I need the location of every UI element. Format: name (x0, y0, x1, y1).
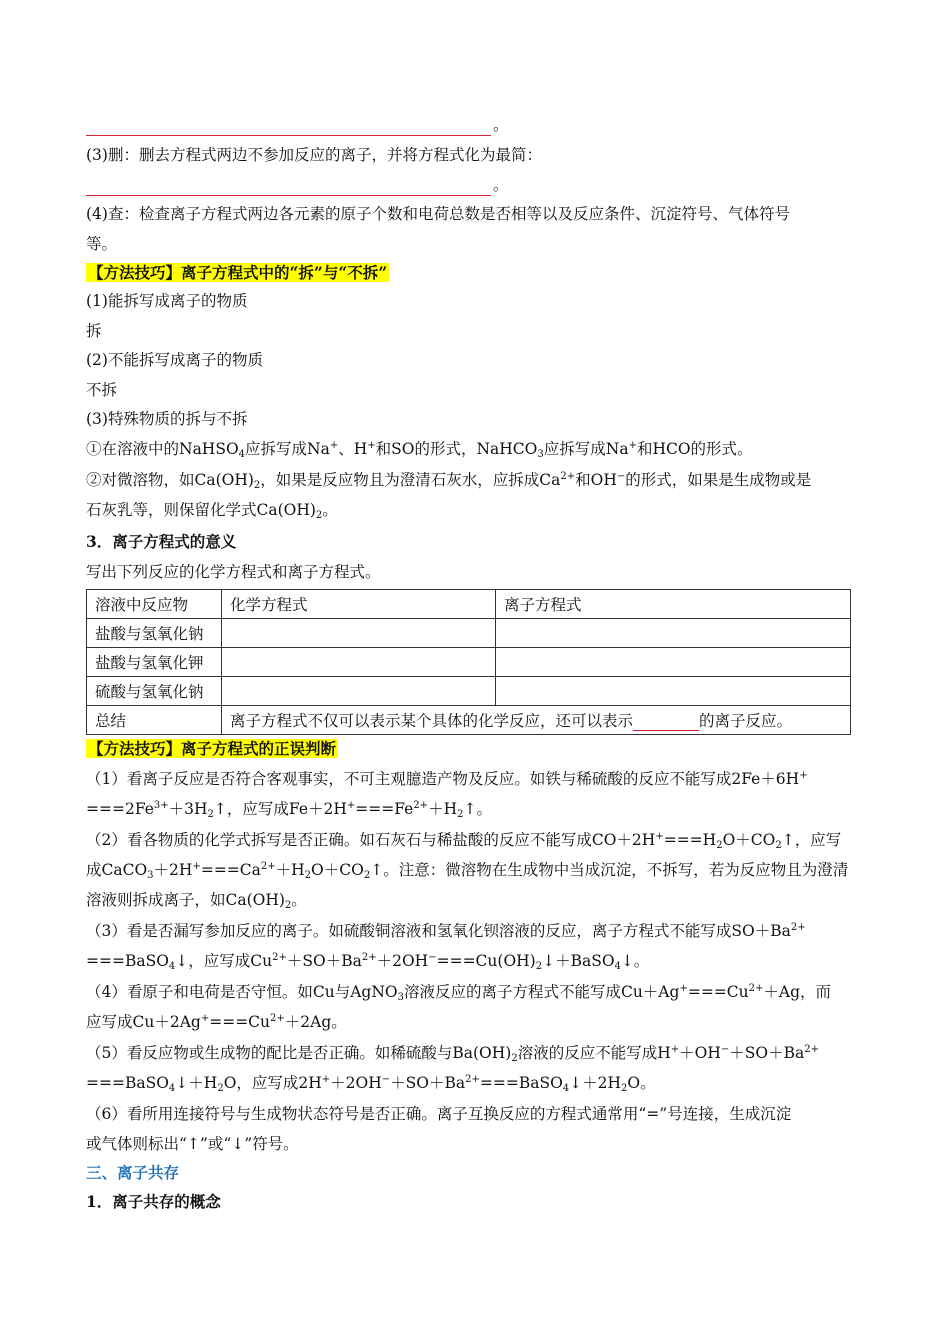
tip1-p2: (2)不能拆写成离子的物质 (86, 351, 263, 369)
section-3-title: 3．离子方程式的意义 (86, 532, 237, 551)
table-cell-chemical-eq[interactable] (222, 648, 496, 677)
tip2-item-4-cont: 应写成$Cu+2Ag^+===Cu^{2+}+2Ag$。 (86, 1013, 347, 1031)
table-cell-chemical-eq[interactable] (222, 619, 496, 648)
table-cell-ionic-eq[interactable] (496, 648, 851, 677)
table-summary-label: 总结 (87, 706, 222, 735)
tip2-item-1-cont: $===2Fe^{3+}+3H_2↑$，应写成$Fe+2H^+===Fe^{2+}+H_2↑$。 (86, 800, 492, 820)
tip1-p2-value: 不拆 (86, 381, 118, 399)
summary-blank[interactable] (633, 714, 699, 731)
method-tip-2-title: 【方法技巧】离子方程式的正误判断 (88, 739, 337, 758)
table-header-cell: 离子方程式 (496, 590, 851, 619)
equation-table (86, 589, 851, 735)
tip1-item-2: ②对微溶物，如$Ca(OH)_2$，如果是反应物且为澄清石灰水，应拆成$Ca^{2+}$和OH−的形式，如果是生成物或是 (86, 471, 812, 491)
tip1-item-2-cont: 石灰乳等，则保留化学式$Ca(OH)_2$。 (86, 501, 338, 521)
tip2-item-3-cont: ===BaSO$_4$↓，应写成$Cu^{2+}+SO+Ba^{2+}+2OH^-===Cu(OH)_2↓+BaSO_4↓$。 (86, 952, 650, 972)
table-summary-text: 离子方程式不仅可以表示某个具体的化学反应，还可以表示 的离子反应。 (222, 706, 851, 735)
tip1-p3: (3)特殊物质的拆与不拆 (86, 410, 248, 428)
step-4-text-cont: 等。 (86, 235, 118, 253)
step-4-text: (4)查：检查离子方程式两边各元素的原子个数和电荷总数是否相等以及反应条件、沉淀符号、气体符号 (86, 205, 790, 223)
section-three-1-title: 1．离子共存的概念 (86, 1192, 221, 1211)
answer-line-1: 。 (86, 114, 509, 136)
tip2-item-2-cont: 成$CaCO_3+2H^+===Ca^{2+}+H_2O+CO_2↑$。注意：微溶物在生成物中当成沉淀，不拆写，若为反应物且为澄清 (86, 861, 849, 881)
tip2-item-4: （4）看原子和电荷是否守恒。如Cu与AgNO$_3$溶液反应的离子方程式不能写成$Cu+Ag^+===Cu^{2+}+Ag$，而 (86, 983, 832, 1003)
tip2-item-2-cont2: 溶液则拆成离子，如$Ca(OH)_2$。 (86, 891, 307, 911)
section-3-intro: 写出下列反应的化学方程式和离子方程式。 (86, 563, 381, 581)
tip2-item-2: （2）看各物质的化学式拆写是否正确。如石灰石与稀盐酸的反应不能写成$CO+2H^+===H_2O+CO_2↑$，应写 (86, 831, 842, 851)
tip2-item-5: （5）看反应物或生成物的配比是否正确。如稀硫酸与$Ba(OH)_2$溶液的反应不能写成$H^++OH^-+SO+Ba^{2+}$ (86, 1044, 819, 1064)
tip2-item-5-cont: $===BaSO_4↓+H_2O$，应写成$2H^++2OH^-+SO+Ba^{2+}===BaSO_4↓+2H_2O$。 (86, 1074, 656, 1094)
tip2-item-6: （6）看所用连接符号与生成物状态符号是否正确。离子互换反应的方程式通常用“=”号连接，生成沉淀 (86, 1105, 792, 1123)
table-cell-reactant: 盐酸与氢氧化钾 (87, 648, 222, 677)
table-header-cell: 化学方程式 (222, 590, 496, 619)
table-cell-ionic-eq[interactable] (496, 619, 851, 648)
table-cell-reactant: 盐酸与氢氧化钠 (87, 619, 222, 648)
tip2-item-6-cont: 或气体则标出“↑”或“↓”符号。 (86, 1135, 299, 1153)
method-tip-title: 【方法技巧】离子方程式中的“拆”与“不拆” (88, 263, 388, 282)
table-row (87, 619, 851, 648)
red-answer-blank[interactable] (86, 121, 491, 136)
step-3-text: (3)删：删去方程式两边不参加反应的离子，并将方程式化为最简： (86, 146, 542, 164)
red-answer-blank[interactable] (86, 181, 491, 196)
section-three-title: 三、离子共存 (86, 1163, 180, 1182)
table-cell-chemical-eq[interactable] (222, 677, 496, 706)
answer-line-2: 。 (86, 174, 509, 196)
table-cell-reactant: 硫酸与氢氧化钠 (87, 677, 222, 706)
table-header-row (87, 590, 851, 619)
table-row (87, 677, 851, 706)
tip1-item-1: ①在溶液中的NaHSO$_4$应拆写成Na+、H+和SO的形式，NaHCO$_3$应拆写成Na+和HCO的形式。 (86, 440, 753, 460)
table-header-cell: 溶液中反应物 (87, 590, 222, 619)
tip1-p1-value: 拆 (86, 322, 102, 340)
table-cell-ionic-eq[interactable] (496, 677, 851, 706)
table-row (87, 648, 851, 677)
tip1-p1: (1)能拆写成离子的物质 (86, 292, 248, 310)
tip2-item-1: （1）看离子反应是否符合客观事实，不可主观臆造产物及反应。如铁与稀硫酸的反应不能写成2Fe＋6H+ (86, 770, 808, 788)
tip2-item-3: （3）看是否漏写参加反应的离子。如硫酸铜溶液和氢氧化钡溶液的反应，离子方程式不能写成$SO+Ba^{2+}$ (86, 922, 806, 940)
table-summary-row (87, 706, 851, 735)
